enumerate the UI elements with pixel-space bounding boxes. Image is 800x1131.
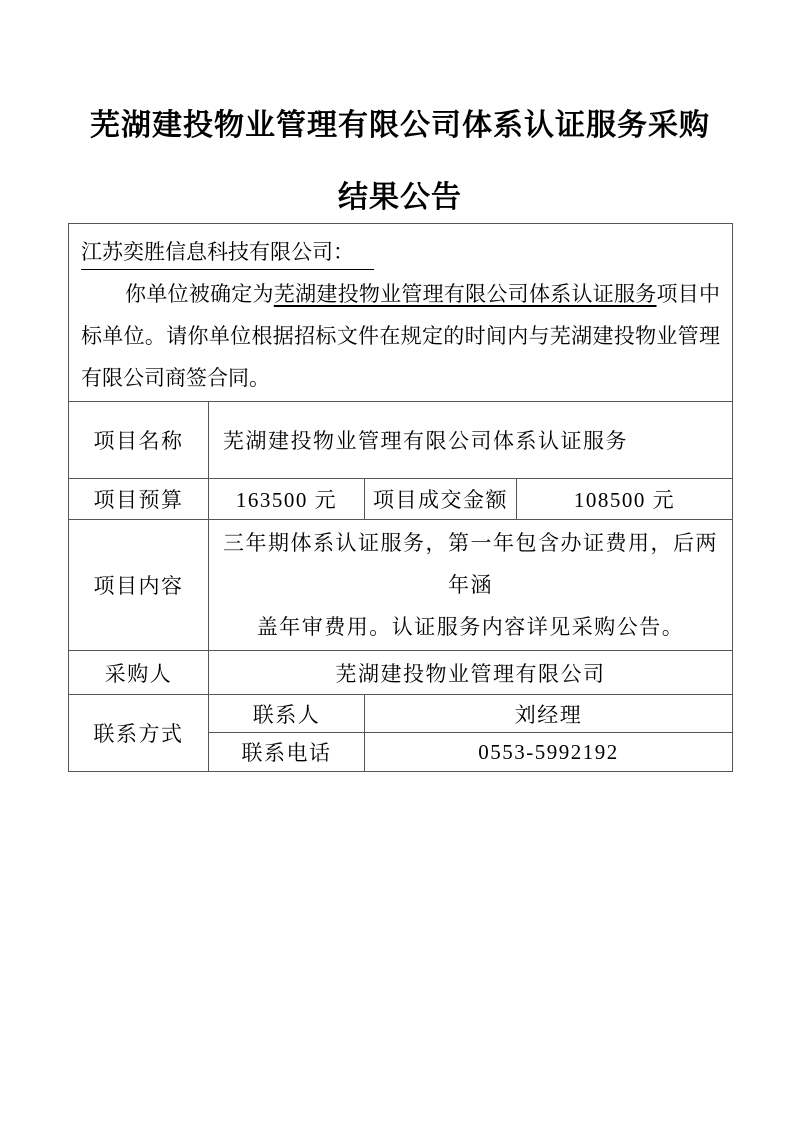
contact-person-label: 联系人 — [209, 695, 365, 733]
buyer-label: 采购人 — [69, 651, 209, 695]
contact-person-value: 刘经理 — [365, 695, 733, 733]
page-title-line-1: 芜湖建投物业管理有限公司体系认证服务采购 — [90, 109, 710, 142]
project-content-line-2: 盖年审费用。认证服务内容详见采购公告。 — [256, 615, 685, 639]
notice-body-end: 项目中标单位。请你单位根据招标文件在规定的时间内与芜湖建投物业管理有限公司商签合同。 — [81, 282, 721, 390]
project-content-value — [209, 520, 733, 651]
table-row-buyer — [69, 651, 733, 695]
notice-cell — [69, 224, 733, 402]
buyer-value: 芜湖建投物业管理有限公司 — [209, 651, 733, 695]
project-name-label: 项目名称 — [69, 402, 209, 479]
notice-paragraph — [81, 273, 720, 399]
table-row-contact-person — [69, 695, 733, 733]
deal-amount-label: 项目成交金额 — [365, 479, 517, 520]
table-row-project-name — [69, 402, 733, 479]
table-row-project-content — [69, 520, 733, 651]
deal-amount-value: 108500 元 — [517, 479, 733, 520]
budget-value: 163500 元 — [209, 479, 365, 520]
table-row-notice — [69, 224, 733, 402]
contact-label: 联系方式 — [69, 695, 209, 772]
project-content-line-1: 三年期体系认证服务，第一年包含办证费用，后两年涵 — [223, 531, 718, 597]
project-name-value: 芜湖建投物业管理有限公司体系认证服务 — [209, 402, 733, 479]
contact-phone-label: 联系电话 — [209, 733, 365, 772]
contact-phone-value: 0553-5992192 — [365, 733, 733, 772]
page-title-line-2: 结果公告 — [338, 181, 462, 214]
notice-table — [68, 223, 733, 772]
notice-body-start: 你单位被确定为 — [125, 282, 274, 306]
page-title — [0, 90, 800, 234]
budget-label: 项目预算 — [69, 479, 209, 520]
table-row-budget — [69, 479, 733, 520]
project-content-label: 项目内容 — [69, 520, 209, 651]
salutation-text: 江苏奕胜信息科技有限公司： — [81, 235, 374, 270]
notice-body-underlined-project: 芜湖建投物业管理有限公司体系认证服务 — [273, 282, 657, 306]
